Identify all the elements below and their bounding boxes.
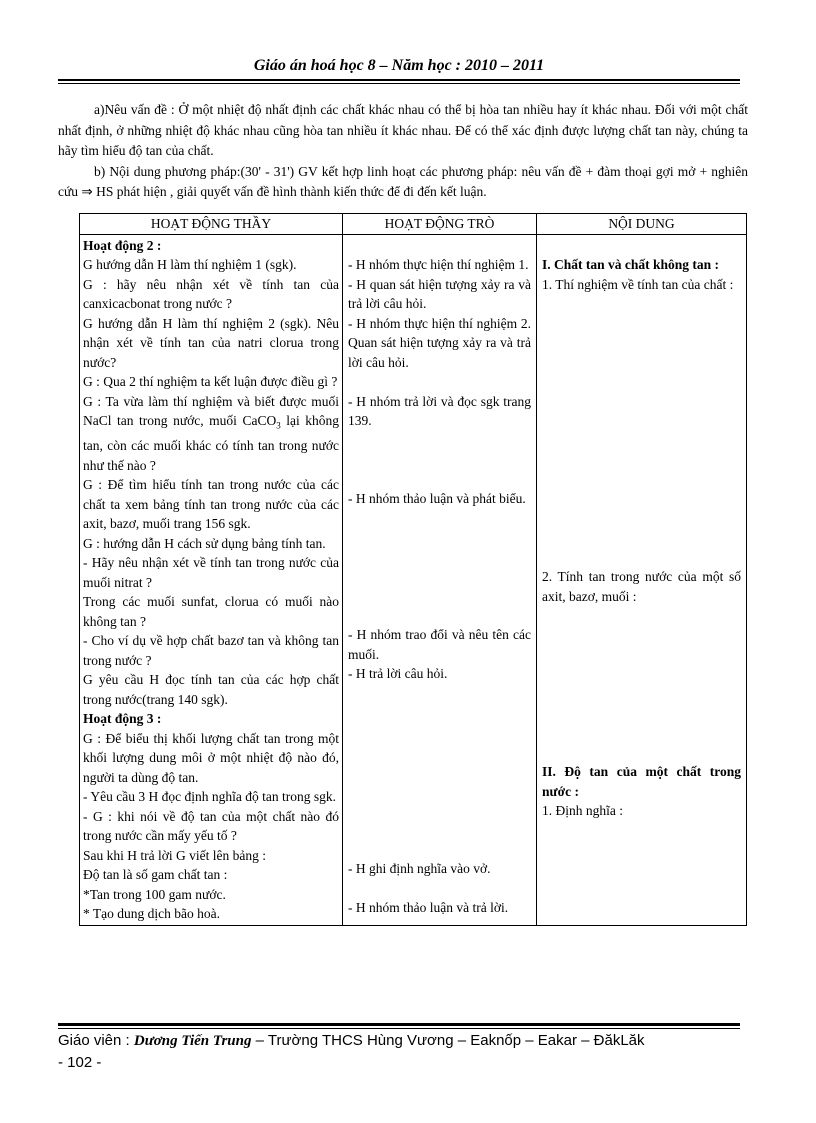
student-step: - H nhóm thực hiện thí nghiệm 2. Quan sát hiện tượng xảy ra và trả lời câu hỏi. (348, 315, 531, 370)
page-header: Giáo án hoá học 8 – Năm học : 2010 – 2011 (253, 57, 545, 74)
lesson-table (79, 213, 747, 926)
teacher-step: Độ tan là số gam chất tan : (83, 867, 228, 883)
teacher-step: G : Để biểu thị khối lượng chất tan trong một khối lượng dung môi ở một nhiệt độ nào đó, người ta dùng độ tan. (83, 730, 339, 785)
intro-para-a: a)Nêu vấn đề : Ở một nhiệt độ nhất định các chất khác nhau có thể bị hòa tan nhiều hay ít khác nhau. Đối với một chất nhất định, ở những nhiệt độ khác nhau cũng hòa tan nhiều ít khác nhau. Để có thể xác định được lượng chất tan này, chúng ta hãy tìm hiểu độ tan của chất. (58, 102, 748, 158)
footer-rule-thin (58, 1028, 740, 1029)
footer-label: Giáo viên : (58, 1032, 134, 1049)
footer-school: – Trường THCS Hùng Vương – Eaknốp – Eakar – ĐăkLăk (251, 1032, 645, 1049)
teacher-step (83, 392, 339, 476)
header-rule-thin (58, 83, 740, 84)
teacher-step: G hướng dẫn H làm thí nghiệm 1 (sgk). (83, 257, 297, 272)
teacher-step: G : hãy nêu nhận xét về tính tan của canxicacbonat trong nước ? (83, 276, 339, 311)
activity-2-heading: Hoạt động 2 : (83, 237, 162, 253)
col-header-student: HOẠT ĐỘNG TRÒ (343, 214, 537, 235)
page-number: - 102 - (58, 1054, 102, 1071)
page-footer (58, 1032, 748, 1050)
teacher-step: - Cho ví dụ về hợp chất bazơ tan và không tan trong nước ? (83, 633, 339, 668)
student-step: - H nhóm thực hiện thí nghiệm 1. (348, 257, 529, 272)
teacher-step: Sau khi H trả lời G viết lên bảng : (83, 847, 266, 863)
table-header-row (80, 214, 747, 235)
teacher-step: G hướng dẫn H làm thí nghiệm 2 (sgk). Nêu nhận xét về tính tan của natri clorua trong nước? (83, 315, 339, 370)
teacher-step: * Tạo dung dịch bão hoà. (83, 906, 220, 922)
student-column (343, 234, 537, 925)
teacher-column (80, 234, 343, 925)
student-step: - H nhóm thảo luận và phát biểu. (348, 490, 526, 506)
section-1-heading: I. Chất tan và chất không tan : (542, 257, 720, 272)
section-2-heading: II. Độ tan của một chất trong nước : (542, 764, 741, 799)
teacher-step: G : Để tìm hiểu tính tan trong nước của các chất ta xem bảng tính tan trong nước của các axit, bazơ, muối trang 156 sgk. (83, 477, 339, 532)
student-step: - H nhóm trao đổi và nêu tên các muối. (348, 627, 531, 662)
student-step: - H trả lời câu hỏi. (348, 666, 448, 681)
teacher-step: G : Qua 2 thí nghiệm ta kết luận được điều gì ? (83, 374, 338, 389)
footer-rule (58, 1023, 740, 1026)
student-step: - H nhóm trả lời và đọc sgk trang 139. (348, 393, 531, 428)
content-item: 1. Định nghĩa : (542, 803, 623, 818)
content-item: 2. Tính tan trong nước của một số axit, bazơ, muối : (542, 569, 741, 604)
teacher-step: - G : khi nói về độ tan của một chất nào đó trong nước cần mấy yếu tố ? (83, 808, 339, 844)
teacher-step: - Hãy nêu nhận xét về tính tan trong nước của muối nitrat ? (83, 555, 339, 590)
teacher-step: G : hướng dẫn H cách sử dụng bảng tính tan. (83, 535, 326, 551)
teacher-step: G yêu cầu H đọc tính tan của các hợp chất trong nước(trang 140 sgk). (83, 672, 339, 707)
student-step: - H ghi định nghĩa vào vở. (348, 860, 491, 876)
teacher-step: *Tan trong 100 gam nước. (83, 886, 226, 902)
content-item: 1. Thí nghiệm về tính tan của chất : (542, 276, 734, 292)
intro-para-b: b) Nội dung phương pháp:(30' - 31') GV kết hợp linh hoạt các phương pháp: nêu vấn đề + đàm thoại gợi mở + nghiên cứu ⇒ HS phát hiện , giải quyết vấn đề hình thành kiến thức để đi đến kết luận. (58, 163, 748, 199)
intro-section (58, 100, 748, 203)
teacher-name: Dương Tiến Trung (133, 1033, 252, 1049)
content-column (537, 234, 747, 925)
col-header-teacher: HOẠT ĐỘNG THẦY (80, 214, 343, 235)
table-body-row (80, 234, 747, 925)
teacher-step: - Yêu cầu 3 H đọc định nghĩa độ tan trong sgk. (83, 789, 336, 805)
teacher-step-text: G : Ta vừa làm thí nghiệm và biết được muối NaCl tan trong nước, muối CaCO (83, 393, 339, 428)
header-rule (58, 79, 740, 81)
teacher-step-text: lại không tan, còn các muối khác có tính tan trong nước như thế nào ? (83, 413, 340, 473)
activity-3-heading: Hoạt động 3 : (83, 711, 162, 727)
col-header-content: NỘI DUNG (537, 214, 747, 235)
teacher-step: Trong các muối sunfat, clorua có muối nào không tan ? (83, 594, 339, 629)
student-step: - H nhóm thảo luận và trả lời. (348, 899, 509, 915)
student-step: - H quan sát hiện tượng xảy ra và trả lời câu hỏi. (348, 276, 531, 311)
subscript: 3 (276, 420, 281, 431)
